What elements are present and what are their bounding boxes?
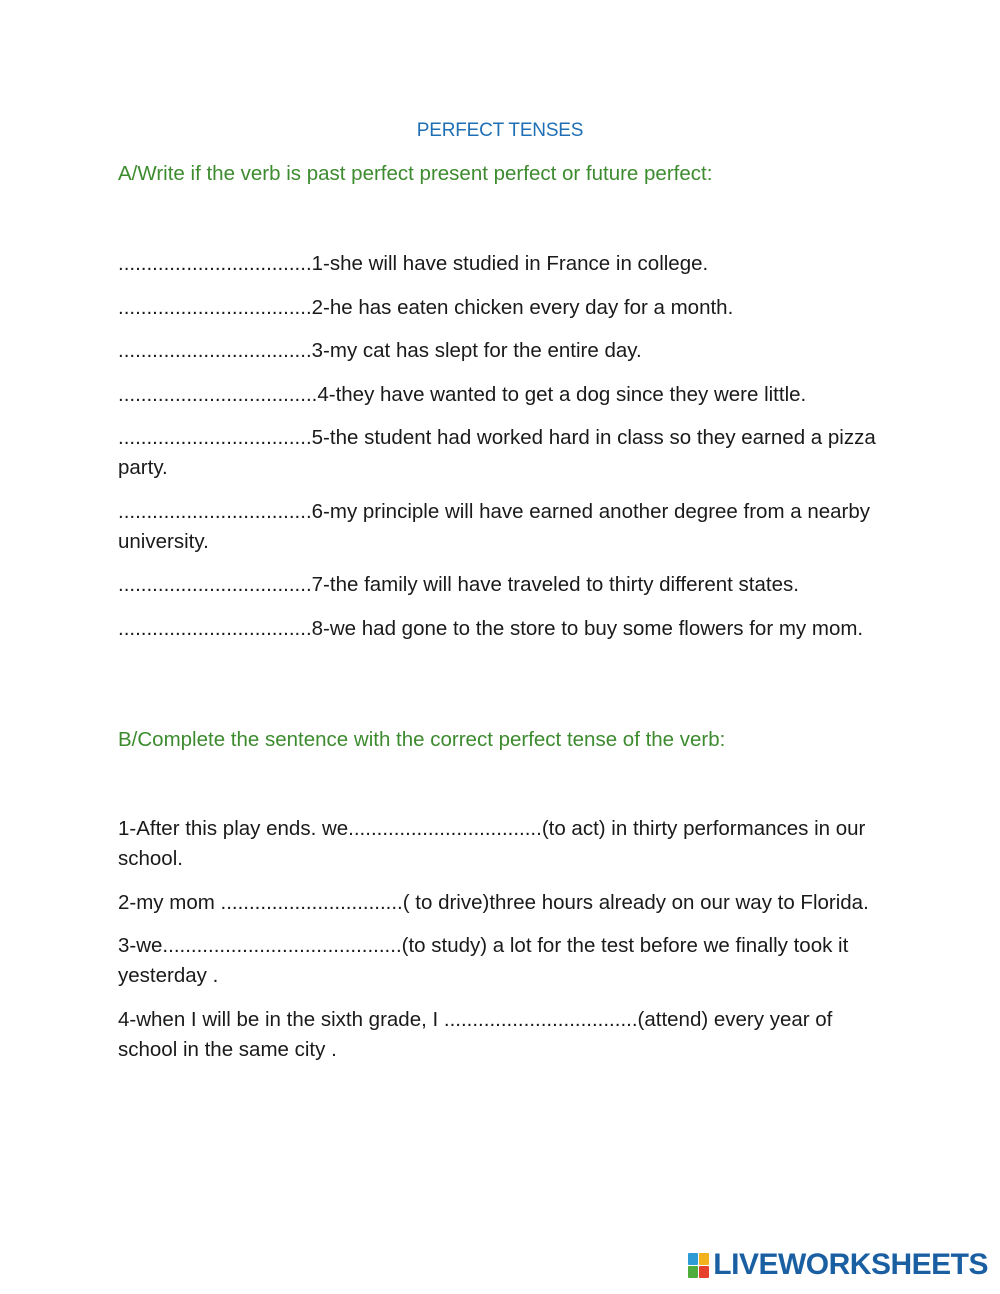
section-a-item-6: ..................................6-my principle will have earned another degree from a nearby university.	[118, 499, 871, 553]
section-a-list	[118, 249, 888, 657]
section-b-heading: B/Complete the sentence with the correct perfect tense of the verb:	[118, 728, 726, 751]
section-b-item-1: 1-After this play ends. we..................................(to act) in thirty performances in our school.	[118, 817, 866, 870]
section-a-item-8: ..................................8-we had gone to the store to buy some flowers for my mom.	[118, 616, 864, 640]
section-a-item-5: ..................................5-the student had worked hard in class so they earned a pizza party.	[118, 426, 876, 479]
liveworksheets-logo-icon	[688, 1253, 709, 1278]
page-title: PERFECT TENSES	[416, 120, 584, 141]
section-a-item-1: ..................................1-she will have studied in France in college.	[118, 252, 709, 275]
section-a-item-7: ..................................7-the family will have traveled to thirty different states.	[118, 573, 799, 596]
section-b-item-2: 2-my mom ................................( to drive)three hours already on our way to Florida.	[118, 890, 869, 914]
section-a-item-2: ..................................2-he has eaten chicken every day for a month.	[118, 295, 734, 319]
section-a-heading: A/Write if the verb is past perfect present perfect or future perfect:	[118, 162, 713, 185]
liveworksheets-logo[interactable]	[688, 1248, 988, 1282]
section-b-list	[118, 814, 888, 1078]
section-a-item-3: ..................................3-my cat has slept for the entire day.	[118, 339, 642, 362]
section-b-item-4: 4-when I will be in the sixth grade, I ..................................(attend) every year of school in the same city .	[118, 1007, 833, 1061]
logo-text: LIVEWORKSHEETS	[713, 1248, 988, 1281]
section-a-item-4: ...................................4-they have wanted to get a dog since they were little.	[118, 382, 807, 406]
section-b-item-3: 3-we..........................................(to study) a lot for the test before we finally took it yesterday .	[118, 934, 849, 987]
